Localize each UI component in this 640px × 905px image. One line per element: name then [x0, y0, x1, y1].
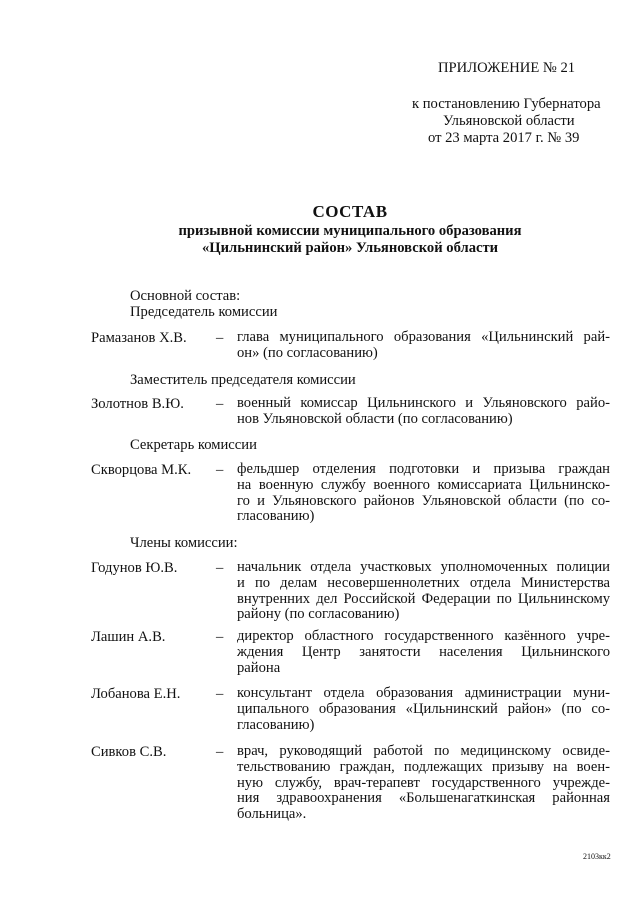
position-line: ципального образования «Цильнинский район» (по со- [237, 700, 610, 717]
appendix-number: ПРИЛОЖЕНИЕ № 21 [438, 60, 576, 76]
member-position [237, 629, 610, 676]
member-name: Рамазанов Х.В. [91, 330, 187, 346]
member-name: Скворцова М.К. [91, 462, 192, 478]
position-line: гласованию) [237, 508, 315, 525]
header-line-2: Ульяновской области [443, 113, 575, 129]
position-line: начальник отдела участковых уполномоченных полиции [237, 559, 610, 575]
position-line: на военную службу военного комиссариата Цильнинско- [237, 476, 610, 493]
position-line: врач, руководящий работой по медицинскому освиде- [237, 743, 610, 759]
position-line: глава муниципального образования «Цильнинский рай- [237, 329, 610, 345]
main-composition-label: Основной состав: [130, 288, 241, 304]
position-line: ждения Центр занятости населения Цильнинского [237, 643, 610, 660]
secretary-label: Секретарь комиссии [130, 437, 257, 453]
deputy-chairman-label: Заместитель председателя комиссии [130, 372, 356, 388]
dash-separator: – [216, 396, 224, 412]
document-code: 2103кк2 [583, 852, 611, 861]
position-line: ную службу, врач-терапевт государственного учрежде- [237, 774, 610, 791]
document-subtitle-1: призывной комиссии муниципального образования [178, 223, 522, 239]
dash-separator: – [216, 629, 224, 645]
dash-separator: – [216, 744, 224, 760]
position-line: внутренних дел Российской Федерации по Цильнинскому [237, 590, 610, 607]
dash-separator: – [216, 462, 224, 478]
members-label: Члены комиссии: [130, 535, 238, 551]
position-line: нов Ульяновской области (по согласованию) [237, 410, 513, 427]
dash-separator: – [216, 330, 224, 346]
member-name: Золотнов В.Ю. [91, 396, 184, 412]
document-title: СОСТАВ [312, 202, 388, 221]
position-line: и по делам несовершеннолетних отдела Министерства [237, 574, 610, 591]
position-line: консультант отдела образования администрации муни- [237, 685, 610, 701]
dash-separator: – [216, 560, 224, 576]
member-name: Лобанова Е.Н. [91, 686, 181, 702]
position-line: фельдшер отделения подготовки и призыва граждан [237, 461, 610, 477]
member-name: Лашин А.В. [91, 629, 166, 645]
header-line-1: к постановлению Губернатора [412, 96, 601, 112]
member-position [237, 686, 610, 733]
member-name: Годунов Ю.В. [91, 560, 178, 576]
position-line: военный комиссар Цильнинского и Ульяновского райо- [237, 395, 610, 411]
position-line: он» (по согласованию) [237, 344, 378, 361]
member-position [237, 744, 610, 823]
position-line: го и Ульяновского районов Ульяновской области (по со- [237, 492, 610, 509]
member-position [237, 330, 610, 362]
position-line: району (по согласованию) [237, 606, 400, 623]
position-line: гласованию) [237, 716, 315, 733]
member-position [237, 396, 610, 428]
chairman-label: Председатель комиссии [130, 304, 278, 320]
dash-separator: – [216, 686, 224, 702]
position-line: ния здравоохранения «Большенагаткинская районная [237, 790, 610, 807]
header-line-3: от 23 марта 2017 г. № 39 [428, 130, 580, 146]
position-line: больница». [237, 806, 307, 823]
member-name: Сивков С.В. [91, 744, 167, 760]
position-line: директор областного государственного казённого учре- [237, 628, 610, 644]
document-subtitle-2: «Цильнинский район» Ульяновской области [201, 240, 499, 256]
position-line: района [237, 659, 281, 676]
member-position [237, 560, 610, 623]
position-line: тельствованию граждан, подлежащих призыву на воен- [237, 758, 610, 775]
member-position [237, 462, 610, 525]
